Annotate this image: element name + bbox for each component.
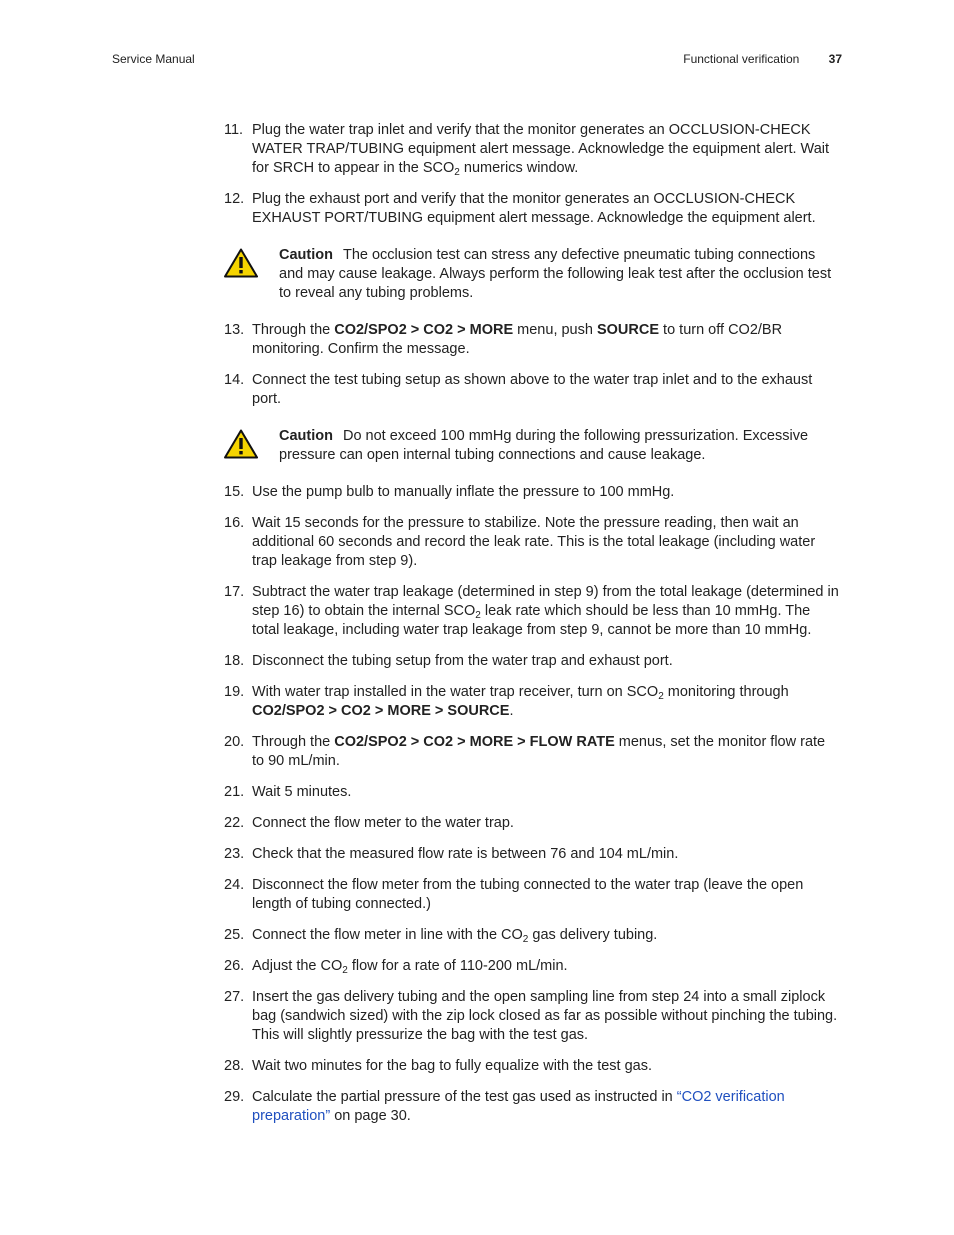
step-text: leak rate which should be less than 10 mmHg. The total leakage, including water trap leakage from step 9, cannot be more than 10 mmHg.: [252, 603, 812, 638]
step-text: gas delivery tubing.: [528, 927, 658, 943]
menu-path: CO2/SPO2 > CO2 > MORE > SOURCE: [252, 703, 510, 719]
step-text: .: [509, 703, 514, 719]
step-number: 26.: [224, 958, 245, 974]
step-text: Check that the measured flow rate is between 76 and 104 mL/min.: [252, 846, 679, 862]
step-number: 13.: [224, 322, 245, 338]
step-number: 15.: [224, 484, 245, 500]
caution-label: Caution: [279, 428, 333, 444]
step-text: Connect the flow meter in line with the CO: [252, 927, 523, 943]
warning-triangle-icon: [224, 248, 258, 278]
step-24: [224, 876, 840, 914]
step-text: Connect the test tubing setup as shown above to the water trap inlet and to the exhaust port.: [252, 372, 813, 407]
subscript: 2: [342, 965, 348, 976]
procedure-content: [224, 121, 840, 1138]
step-11: [224, 121, 840, 178]
step-number: 24.: [224, 877, 245, 893]
step-14: [224, 371, 840, 409]
step-text: Plug the water trap inlet and verify that the monitor generates an OCCLUSION-CHECK WATER TRAP/TUBING equipment alert message. Acknowledge the equipment alert. Wait for SRCH to appear in the SCO: [252, 122, 830, 176]
menu-path: CO2/SPO2 > CO2 > MORE: [334, 322, 514, 338]
step-text: Through the: [252, 322, 335, 338]
caution-text: The occlusion test can stress any defective pneumatic tubing connections and may cause leakage. Always perform the following leak test after the occlusion test to reveal any tubing problems.: [279, 247, 832, 301]
caution-text: Do not exceed 100 mmHg during the following pressurization. Excessive pressure can open internal tubing connections and cause leakage.: [279, 428, 809, 463]
step-text: With water trap installed in the water trap receiver, turn on SCO: [252, 684, 659, 700]
step-21: [224, 783, 840, 802]
step-27: [224, 988, 840, 1045]
step-text: Wait two minutes for the bag to fully equalize with the test gas.: [252, 1058, 653, 1074]
step-text: numerics window.: [459, 160, 579, 176]
header-right: [683, 52, 842, 66]
step-12: [224, 190, 840, 228]
step-text: Through the: [252, 734, 335, 750]
step-number: 16.: [224, 515, 245, 531]
step-text: Insert the gas delivery tubing and the open sampling line from step 24 into a small ziplock bag (sandwich sized) with the zip lock closed as far as possible without pinching the tubing. This will slightly pressurize the bag with the test gas.: [252, 989, 838, 1043]
page-header: [112, 52, 842, 70]
step-text: Use the pump bulb to manually inflate the pressure to 100 mmHg.: [252, 484, 675, 500]
caution-label: Caution: [279, 247, 333, 263]
step-text: Disconnect the tubing setup from the water trap and exhaust port.: [252, 653, 673, 669]
step-25: [224, 926, 840, 945]
step-17: [224, 583, 840, 640]
step-15: [224, 483, 840, 502]
menu-path: CO2/SPO2 > CO2 > MORE > FLOW RATE: [334, 734, 615, 750]
step-number: 25.: [224, 927, 245, 943]
step-text: Wait 15 seconds for the pressure to stabilize. Note the pressure reading, then wait an additional 60 seconds and record the leak rate. This is the total leakage (including water trap leakage from step 9).: [252, 515, 816, 569]
step-18: [224, 652, 840, 671]
step-19: [224, 683, 840, 721]
step-text: Wait 5 minutes.: [252, 784, 352, 800]
warning-triangle-icon: [224, 429, 258, 459]
caution-note: [224, 427, 840, 465]
cross-reference-link[interactable]: “CO2 verification preparation”: [252, 1089, 785, 1124]
subscript: 2: [522, 934, 529, 945]
step-22: [224, 814, 840, 833]
step-number: 18.: [224, 653, 245, 669]
step-28: [224, 1057, 840, 1076]
step-text: monitoring through: [663, 684, 789, 700]
step-text: flow for a rate of 110-200 mL/min.: [347, 958, 568, 974]
step-number: 28.: [224, 1058, 245, 1074]
step-text: menus, set the monitor flow rate to 90 mL/min.: [252, 734, 826, 769]
step-26: [224, 957, 840, 976]
step-20: [224, 733, 840, 771]
step-number: 20.: [224, 734, 245, 750]
step-number: 23.: [224, 846, 245, 862]
step-16: [224, 514, 840, 571]
caution-note: [224, 246, 840, 303]
subscript: 2: [454, 167, 460, 178]
step-text: on page 30.: [330, 1108, 411, 1124]
step-text: Disconnect the flow meter from the tubing connected to the water trap (leave the open length of tubing connected.): [252, 877, 804, 912]
step-23: [224, 845, 840, 864]
step-number: 14.: [224, 372, 245, 388]
page-number: 37: [828, 52, 842, 66]
step-text: menu, push: [513, 322, 597, 338]
step-number: 17.: [224, 584, 245, 600]
step-text: Plug the exhaust port and verify that the monitor generates an OCCLUSION-CHECK EXHAUST PORT/TUBING equipment alert message. Acknowledge the equipment alert.: [252, 191, 816, 226]
step-text: Connect the flow meter to the water trap.: [252, 815, 514, 831]
step-text: Subtract the water trap leakage (determined in step 9) from the total leakage (determined in step 16) to obtain the internal SCO: [252, 584, 839, 619]
section-title: Functional verification: [683, 52, 800, 66]
subscript: 2: [658, 691, 664, 702]
step-number: 22.: [224, 815, 245, 831]
step-13: [224, 321, 840, 359]
manual-title: Service Manual: [112, 52, 195, 66]
step-number: 21.: [224, 784, 245, 800]
step-number: 19.: [224, 684, 245, 700]
step-number: 27.: [224, 989, 245, 1005]
button-name: SOURCE: [596, 322, 660, 338]
step-number: 11.: [224, 122, 244, 138]
step-number: 29.: [224, 1089, 245, 1105]
step-29: [224, 1088, 840, 1126]
step-text: to turn off CO2/BR monitoring. Confirm the message.: [252, 322, 783, 357]
step-text: Calculate the partial pressure of the test gas used as instructed in: [252, 1089, 677, 1105]
subscript: 2: [475, 610, 481, 621]
step-number: 12.: [224, 191, 245, 207]
step-text: Adjust the CO: [252, 958, 343, 974]
